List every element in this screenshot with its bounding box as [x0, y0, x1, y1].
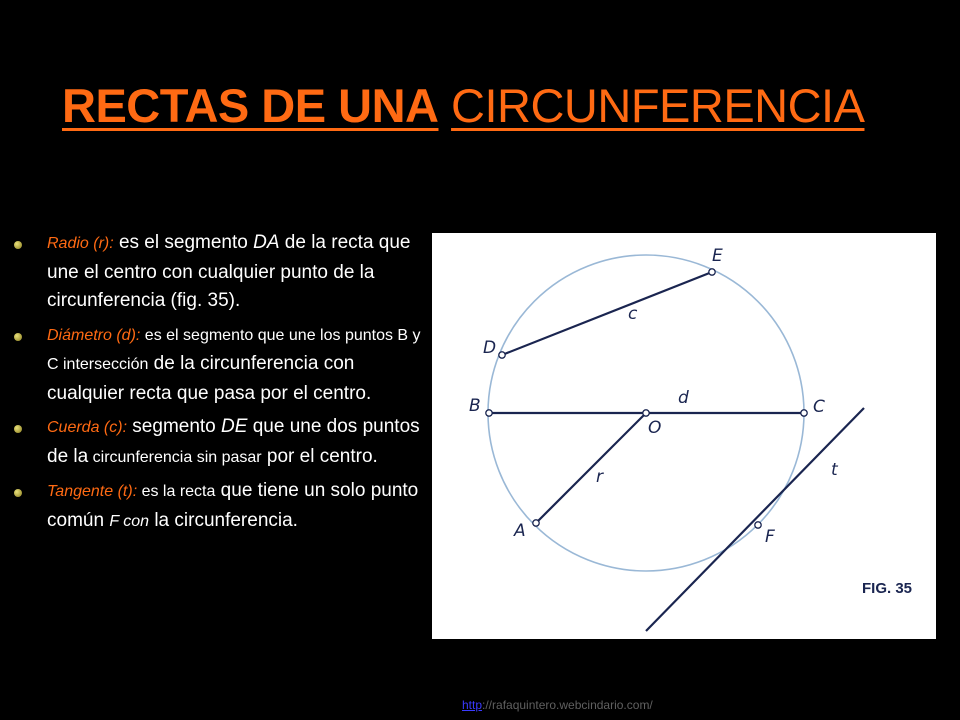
label-b: B [469, 396, 481, 416]
definitions-list [14, 229, 424, 541]
bullet-italic: DE [221, 416, 248, 437]
bullet-text: que tiene un solo punto común [47, 480, 419, 531]
point-a [533, 520, 539, 526]
slide-title [62, 78, 922, 133]
term-tangente: Tangente (t) [47, 483, 133, 500]
term-radio: Radio (r) [47, 235, 110, 252]
point-c [801, 410, 807, 416]
credit-rest: ://rafaquintero.webcindario.com/ [482, 698, 653, 712]
bullet-text: es el segmento [113, 232, 254, 253]
point-e [709, 269, 715, 275]
bullet-text: es la recta [137, 483, 216, 500]
term-cuerda: Cuerda (c) [47, 419, 123, 436]
figure-caption: FIG. 35 [862, 580, 913, 597]
credit-link[interactable]: http [462, 698, 483, 712]
bullet-tangente [14, 477, 424, 536]
label-c: c [628, 304, 638, 324]
source-credit [462, 698, 653, 712]
radius-line [536, 413, 646, 523]
bullet-italic: F con [109, 512, 150, 530]
figure-35 [432, 233, 936, 639]
label-f: F [765, 527, 775, 547]
bullet-dot-icon [14, 333, 22, 341]
bullet-text: de la circunferencia con cualquier recta que pasa por el centro. [47, 353, 372, 404]
bullet-text: la circunferencia. [149, 509, 298, 531]
label-o: O [648, 418, 662, 438]
label-d: D [483, 338, 497, 358]
bullet-cuerda [14, 413, 424, 472]
term-colon: : [132, 483, 138, 500]
bullet-dot-icon [14, 241, 22, 249]
bullet-italic: DA [253, 232, 280, 253]
term-colon: : [122, 419, 128, 436]
bullet-text: de la recta que une el centro con cualquier punto de la circunferencia (fig. 35). [47, 232, 411, 311]
chord-line [502, 272, 712, 355]
title-part2: CIRCUNFERENCIA [451, 79, 865, 132]
bullet-radio [14, 229, 424, 316]
title-part1: RECTAS DE UNA [62, 79, 439, 132]
point-f [755, 522, 761, 528]
point-o [643, 410, 649, 416]
bullet-dot-icon [14, 489, 22, 497]
circle-diagram [432, 233, 936, 639]
tangent-line [646, 408, 864, 631]
point-d [499, 352, 505, 358]
bullet-text: segmento [127, 416, 222, 437]
label-e: E [712, 246, 723, 266]
label-t: t [831, 460, 838, 480]
bullet-text: que une dos puntos de la [47, 416, 420, 467]
term-colon: : [109, 235, 114, 252]
bullet-diametro [14, 321, 424, 409]
bullet-dot-icon [14, 425, 22, 433]
bullet-text: es el segmento que une los puntos B y C intersección [47, 326, 421, 373]
term-colon: : [135, 326, 141, 344]
label-c-upper: C [813, 397, 825, 417]
label-d-lower: d [678, 388, 689, 408]
bullet-text: por el centro. [261, 445, 378, 467]
term-diametro: Diámetro (d) [47, 326, 136, 344]
label-r: r [596, 467, 603, 487]
point-b [486, 410, 492, 416]
label-a: A [514, 521, 526, 541]
bullet-text: circunferencia sin pasar [88, 448, 262, 466]
